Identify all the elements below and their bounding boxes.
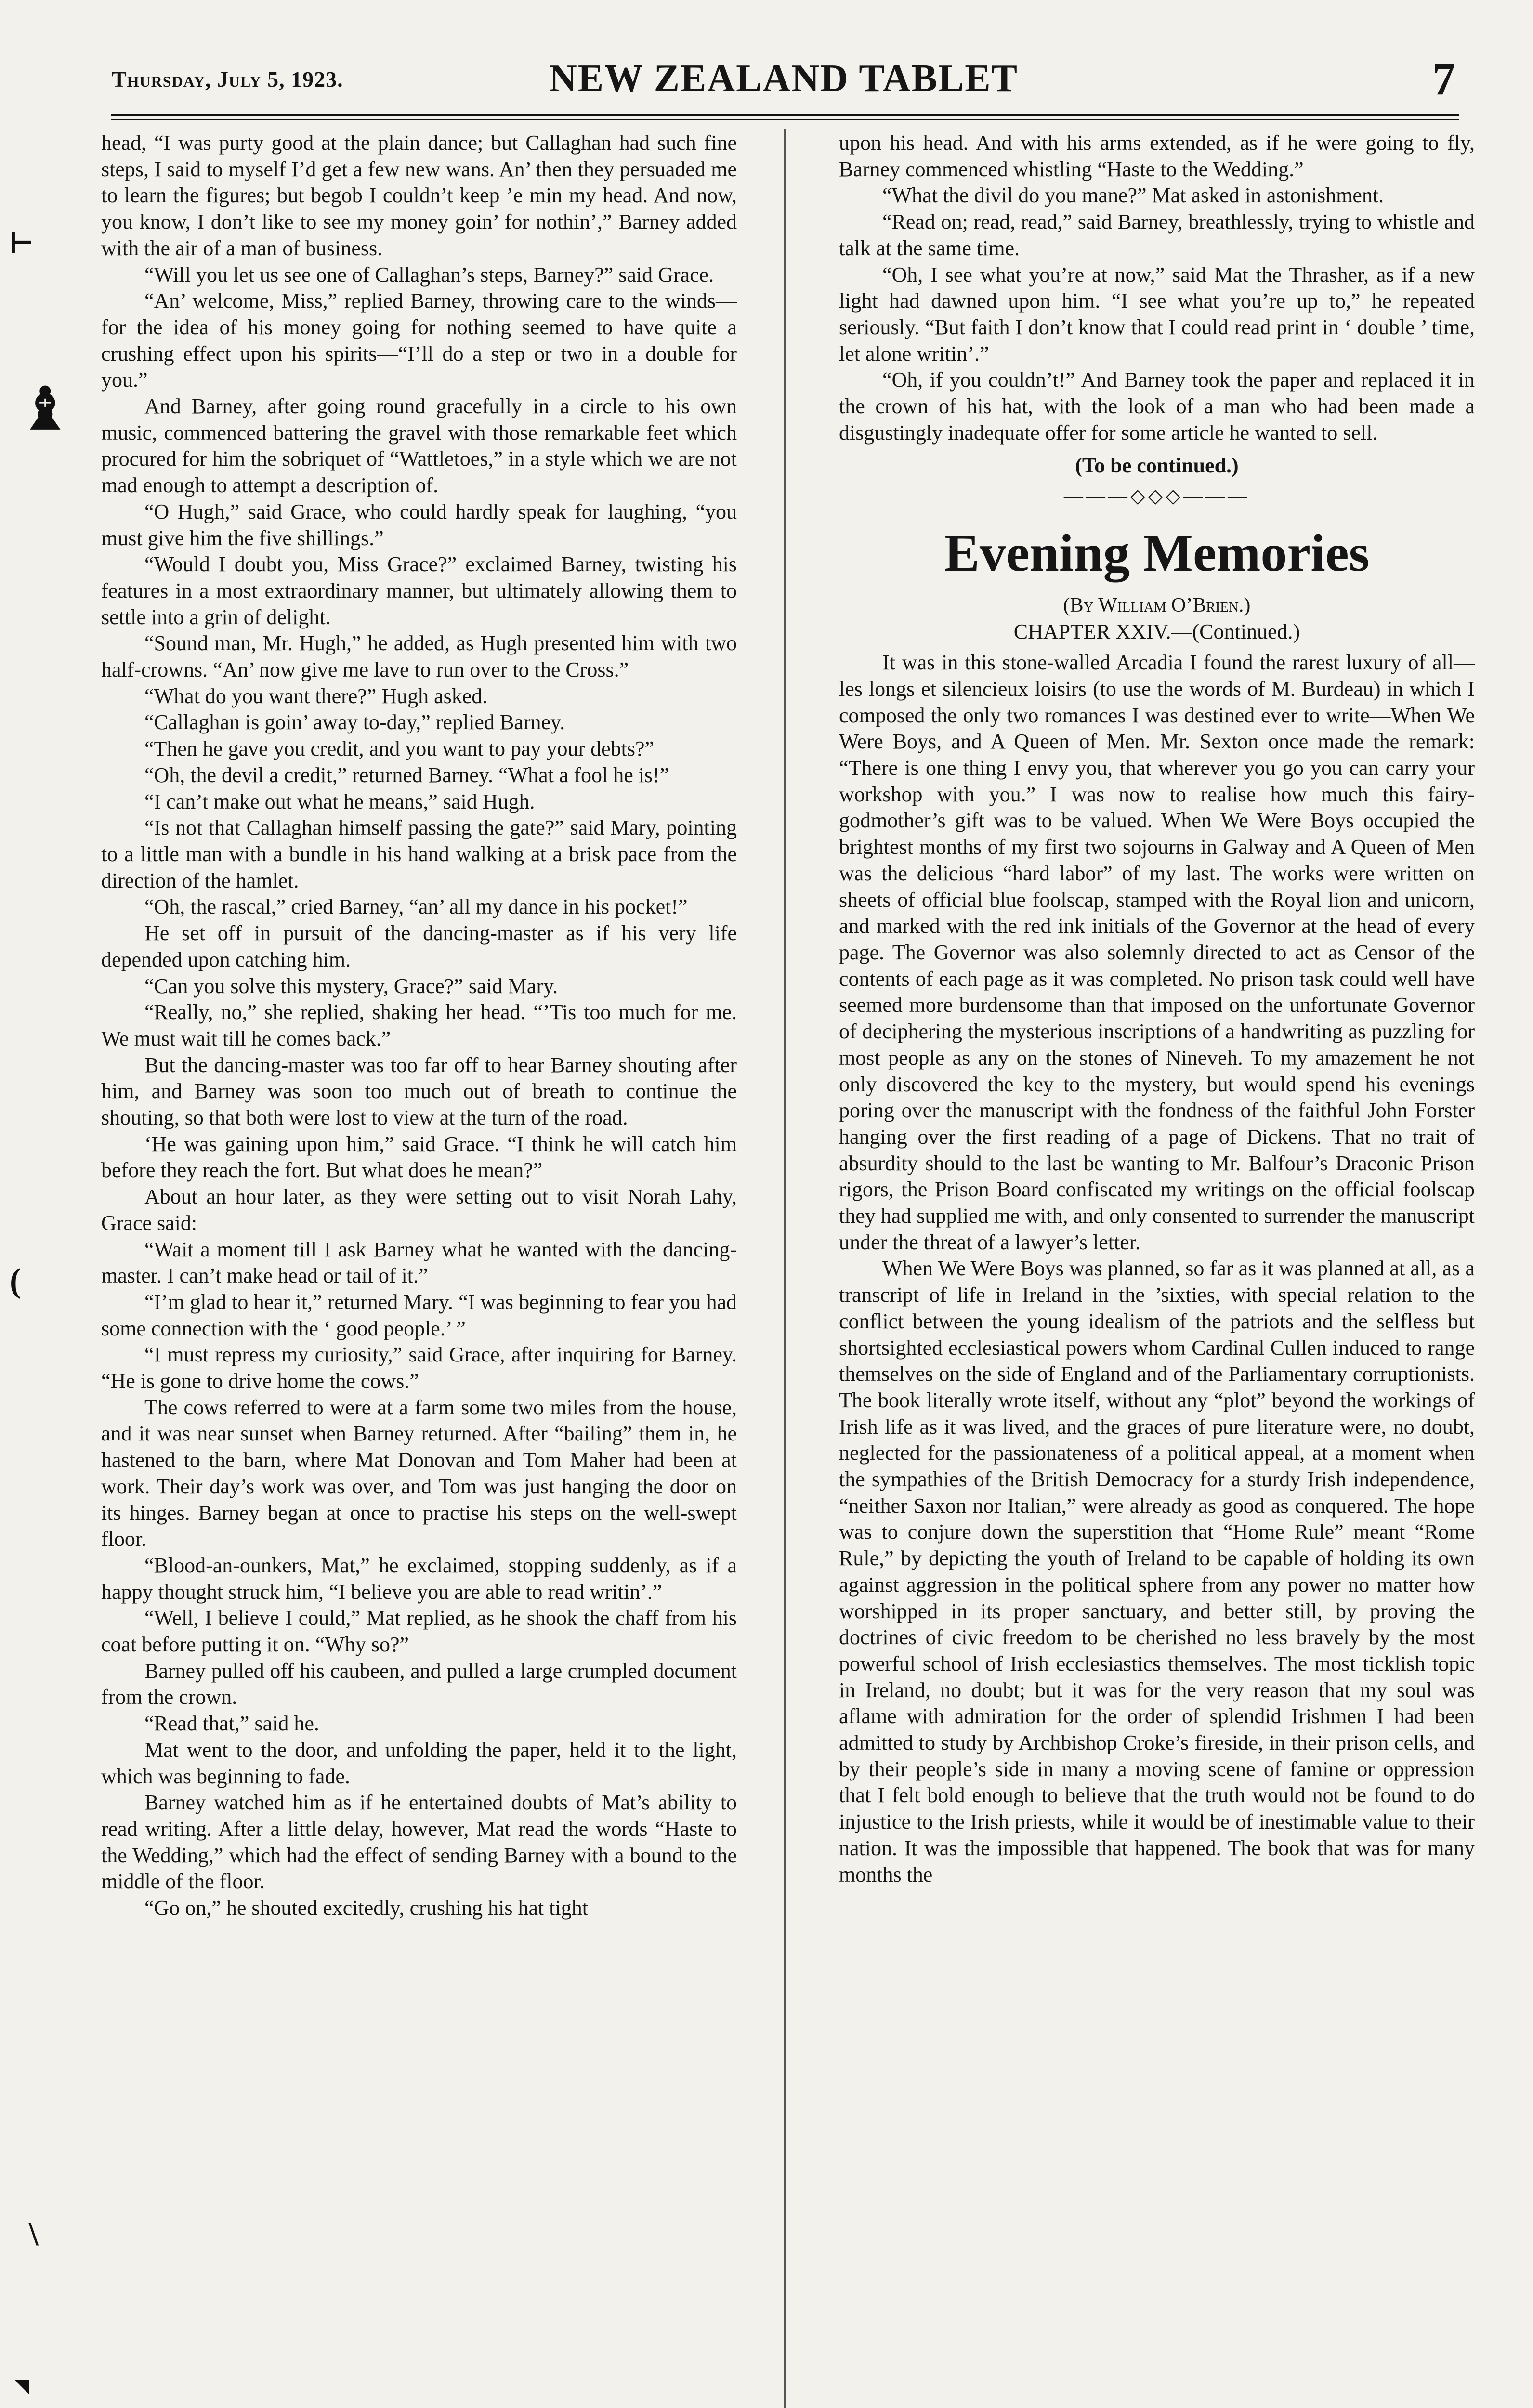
paragraph: “I’m glad to hear it,” returned Mary. “I was beginning to fear you had some connection with the ‘ good people.’ ” (101, 1290, 737, 1340)
paragraph: Mat went to the door, and unfolding the paper, held it to the light, which was beginning to fade. (101, 1738, 737, 1788)
article-title: Evening Memories (944, 523, 1370, 582)
to-be-continued: (To be continued.) (1075, 454, 1239, 478)
paragraph: “Well, I believe I could,” Mat replied, as he shook the chaff from his coat before putting it on. “Why so?” (101, 1606, 737, 1657)
paragraph: “Oh, the devil a credit,” returned Barney. “What a fool he is!” (144, 763, 669, 787)
paragraph: “Go on,” he shouted excitedly, crushing his hat tight (144, 1896, 588, 1920)
paragraph: Barney watched him as if he entertained doubts of Mat’s ability to read writing. After a little delay, however, Mat read the words “Haste to the Wedding,” which had the effect of sending Barney with a bound to the middle of the floor. (101, 1791, 737, 1894)
paragraph: “An’ welcome, Miss,” replied Barney, throwing care to the winds—for the idea of his money going for nothing seemed to have quite a crushing effect upon his spirits—“I’ll do a step or two in a double for you.” (101, 289, 737, 392)
article-byline: (By William O’Brien.) (1063, 594, 1251, 616)
paragraph: “Really, no,” she replied, shaking her head. “’Tis too much for me. We must wait till he comes back.” (101, 1000, 737, 1050)
paragraph: “Then he gave you credit, and you want to pay your debts?” (144, 737, 655, 761)
right-column (839, 130, 1475, 1888)
header-rule (111, 114, 1459, 120)
margin-mark: ⊢ (9, 227, 35, 259)
paragraph: “Would I doubt you, Miss Grace?” exclaimed Barney, twisting his features in a most extraordinary manner, but ultimately allowing them to settle into a grin of delight. (101, 552, 737, 629)
column-divider (784, 129, 786, 2408)
margin-mark: \ (29, 2216, 39, 2253)
paragraph: “Will you let us see one of Callaghan’s steps, Barney?” said Grace. (144, 262, 714, 287)
paragraph: “O Hugh,” said Grace, who could hardly speak for laughing, “you must give him the five shillings.” (101, 499, 737, 550)
paragraph: “Sound man, Mr. Hugh,” he added, as Hugh presented him with two half-crowns. “An’ now give me lave to run over to the Cross.” (101, 631, 737, 682)
paragraph: upon his head. And with his arms extended, as if he were going to fly, Barney commenced whistling “Haste to the Wedding.” (839, 131, 1475, 181)
paragraph: ‘He was gaining upon him,” said Grace. “I think he will catch him before they reach the fort. But what does he mean?” (101, 1132, 737, 1182)
paragraph: “Oh, the rascal,” cried Barney, “an’ all my dance in his pocket!” (144, 895, 688, 919)
paragraph: “Blood-an-ounkers, Mat,” he exclaimed, stopping suddenly, as if a happy thought struck him, “I believe you are able to read writin’.” (101, 1553, 737, 1604)
margin-mark: ( (10, 1262, 21, 1299)
paragraph: “What the divil do you mane?” Mat asked in astonishment. (882, 183, 1384, 208)
paragraph: “Can you solve this mystery, Grace?” said Mary. (144, 974, 558, 998)
page-header (112, 53, 1455, 110)
article-chapter: CHAPTER XXIV.—(Continued.) (1013, 619, 1300, 643)
paragraph: “Read on; read, read,” said Barney, breathlessly, trying to whistle and talk at the same time. (839, 210, 1475, 260)
paragraph: When We Were Boys was planned, so far as it was planned at all, as a transcript of life in Ireland in the ’sixties, with special relation to the conflict between the young idealism of the patriots and the selfless but shortsighted ecclesiastical powers whom Cardinal Cullen induced to range themselves on the side of England and of the Parliamentary corruptionists. The book literally wrote itself, without any “plot” beyond the workings of Irish life as it was lived, and the graces of pure literature were, no doubt, neglected for the passionateness of a political appeal, at a moment when the sympathies of the British Democracy for a sturdy Irish independence, “neither Saxon nor Italian,” were already as good as conquered. The hope was to conjure down the superstition that “Home Rule” meant “Rome Rule,” by depicting the youth of Ireland to be capable of holding its own against aggression in the political sphere from any power no matter how worshipped in its proper sanctuary, and better still, by proving the doctrines of civic freedom to be cherished no less bravely by the most powerful school of Irish ecclesiastics themselves. The most ticklish topic in Ireland, no doubt; but it was for the very reason that my soul was aflame with admiration for the order of splendid Irishmen I had been admitted to study by Archbishop Croke’s fireside, in their prison cells, and by their people’s side in many a moving scene of famine or oppression that I felt bold enough to believe that the truth would not be found to do injustice to the Irish priests, while it would be of inestimable value to their nation. It was the impossible that happened. The book that was for many months the (839, 1256, 1475, 1886)
paragraph: “Oh, if you couldn’t!” And Barney took the paper and replaced it in the crown of his hat, with the look of a man who had been made a disgustingly inadequate offer for some article he wanted to sell. (839, 368, 1475, 445)
paragraph: And Barney, after going round gracefully in a circle to his own music, commenced battering the gravel with those remarkable feet which procured for him the sobriquet of “Wattletoes,” in a style which we are not mad enough to attempt a description of. (101, 394, 737, 497)
paragraph: It was in this stone-walled Arcadia I found the rarest luxury of all—les longs et silencieux loisirs (to use the words of M. Burdeau) in which I composed the only two romances I was destined ever to write—When We Were Boys, and A Queen of Men. Mr. Sexton once made the remark: “There is one thing I envy you, that wherever you go you can carry your workshop with you.” I was now to realise how much this fairy-godmother’s gift was to be valued. When We Were Boys occupied the brightest months of my first two sojourns in Galway and A Queen of Men was the delicious “hard labor” of my last. The works were written on sheets of official blue foolscap, stamped with the Royal lion and unicorn, and marked with the red ink initials of the Governor at the head of every page. The Governor was also solemnly directed to act as Censor of the contents of each page as it was completed. No prison task could well have seemed more burdensome than that imposed on the unfortunate Governor of deciphering the mysterious inscriptions of a handwriting as puzzling for most people as any on the stones of Nineveh. To my amazement he not only discovered the key to the mystery, but would spend his evenings poring over the manuscript with the fondness of the faithful John Forster hanging over the first reading of a page of Dickens. That no trait of absurdity should to the last be wanting to Mr. Balfour’s Draconic Prison rigors, the Prison Board confiscated my writings on the official foolscap they had supplied me with, and only consented to surrender the manuscript under the threat of a lawyer’s letter. (839, 651, 1475, 1254)
paragraph: But the dancing-master was too far off to hear Barney shouting after him, and Barney was soon too much out of breath to continue the shouting, so that both were lost to view at the turn of the road. (101, 1053, 737, 1130)
paragraph: “I must repress my curiosity,” said Grace, after inquiring for Barney. “He is gone to drive home the cows.” (101, 1343, 737, 1393)
paragraph: He set off in pursuit of the dancing-master as if his very life depended upon catching him. (101, 921, 737, 971)
paragraph: “I can’t make out what he means,” said Hugh. (144, 789, 535, 813)
page-number: 7 (1432, 53, 1455, 105)
margin-mark: ♝ (19, 377, 71, 441)
paragraph: “Read that,” said he. (144, 1712, 319, 1736)
paragraph: Barney pulled off his caubeen, and pulled a large crumpled document from the crown. (101, 1659, 737, 1709)
paragraph: “What do you want there?” Hugh asked. (144, 684, 488, 708)
masthead: NEW ZEALAND TABLET (549, 57, 1019, 100)
paragraph: head, “I was purty good at the plain dance; but Callaghan had such fine steps, I said to myself I’d get a few new wans. An’ then they persuaded me to learn the figures; but begob I couldn’t keep ’e min my head. And now, you know, I don’t like to see my money goin’ for nothin’,” Barney added with the air of a man of business. (101, 131, 737, 260)
left-column (101, 130, 737, 1922)
paragraph: “Oh, I see what you’re at now,” said Mat the Thrasher, as if a new light had dawned upon him. “I see what you’re up to,” he repeated seriously. “But faith I don’t know that I could read print in ‘ double ’ time, let alone writin’.” (839, 262, 1475, 366)
margin-mark: ◥ (14, 2375, 29, 2396)
paragraph: “Is not that Callaghan himself passing the gate?” said Mary, pointing to a little man with a bundle in his hand walking at a brisk pace from the direction of the hamlet. (101, 816, 737, 892)
article-body (839, 650, 1475, 1888)
paragraph: The cows referred to were at a farm some two miles from the house, and it was near sunset when Barney returned. After “bailing” them in, he hastened to the barn, where Mat Donovan and Tom Maher had been at work. Their day’s work was over, and Tom was just hanging the door on its hinges. Barney began at once to practise his steps on the well-swept floor. (101, 1395, 737, 1551)
paragraph: “Callaghan is goin’ away to-day,” replied Barney. (144, 710, 565, 734)
paragraph: About an hour later, as they were setting out to visit Norah Lahy, Grace said: (101, 1185, 737, 1235)
paragraph: “Wait a moment till I ask Barney what he wanted with the dancing-master. I can’t make head or tail of it.” (101, 1237, 737, 1288)
serial-story-end (839, 130, 1475, 446)
issue-date: Thursday, July 5, 1923. (112, 67, 343, 92)
ornament-divider: ———◇◇◇——— (1063, 485, 1250, 507)
